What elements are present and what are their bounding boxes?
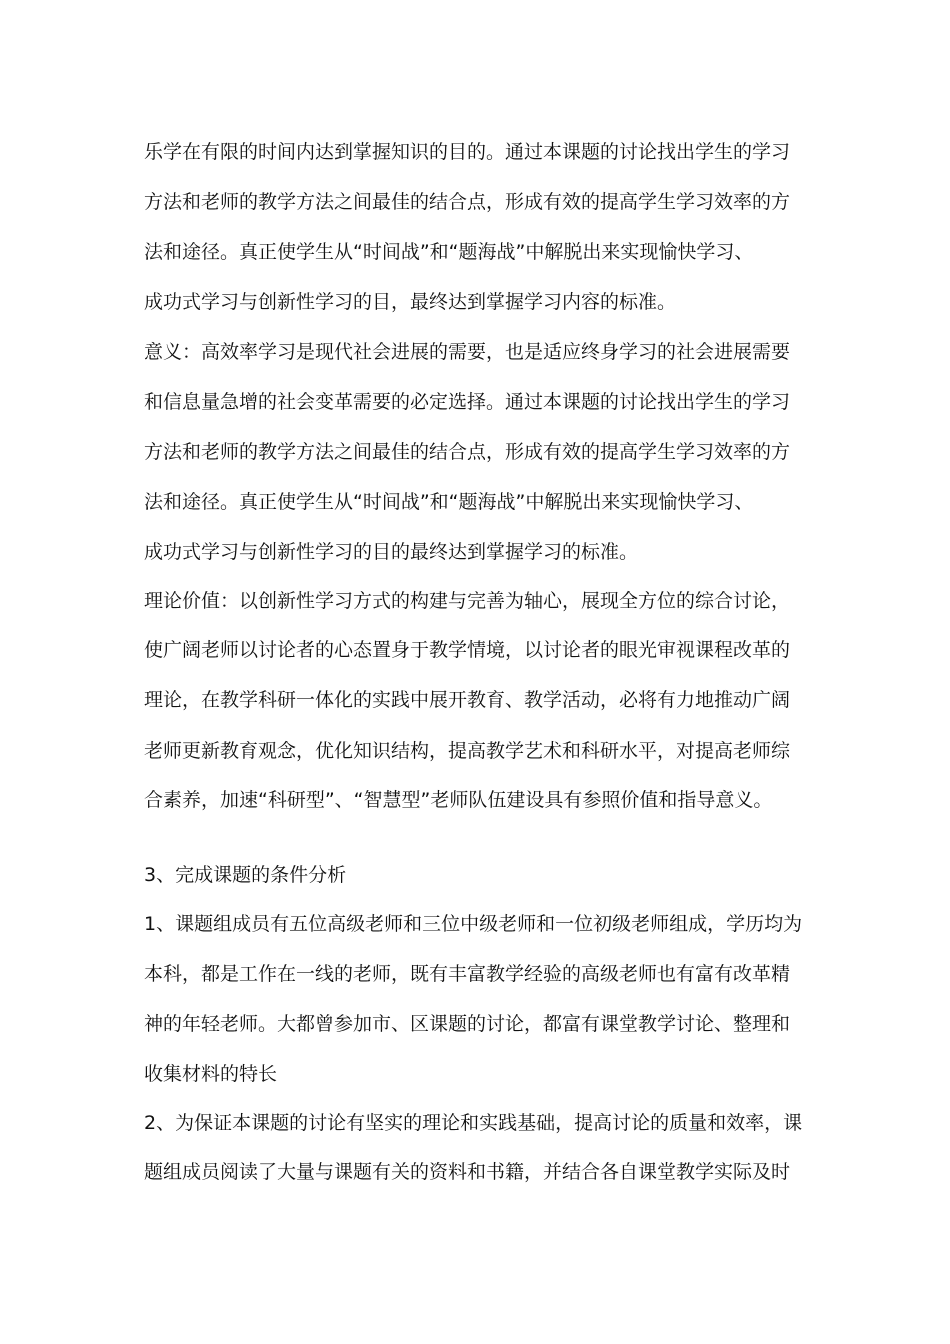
text-line: 2、为保证本课题的讨论有坚实的理论和实践基础，提高讨论的质量和效率，课	[144, 1112, 803, 1134]
text-line: 老师更新教育观念，优化知识结构，提高教学艺术和科研水平，对提高老师综	[144, 740, 791, 762]
text-line: 方法和老师的教学方法之间最佳的结合点，形成有效的提高学生学习效率的方	[144, 191, 791, 213]
text-line: 乐学在有限的时间内达到掌握知识的目的。通过本课题的讨论找出学生的学习	[144, 141, 791, 163]
text-line: 神的年轻老师。大都曾参加市、区课题的讨论，都富有课堂教学讨论、整理和	[144, 1013, 791, 1035]
text-line: 理论，在教学科研一体化的实践中展开教育、教学活动，必将有力地推动广阔	[144, 689, 791, 711]
text-line: 本科，都是工作在一线的老师，既有丰富教学经验的高级老师也有富有改革精	[144, 963, 791, 985]
text-line: 和信息量急增的社会变革需要的必定选择。通过本课题的讨论找出学生的学习	[144, 391, 791, 413]
text-line: 法和途径。真正使学生从“时间战”和“题海战”中解脱出来实现愉快学习、	[144, 241, 754, 263]
text-line: 成功式学习与创新性学习的目，最终达到掌握学习内容的标准。	[144, 291, 677, 313]
text-line: 法和途径。真正使学生从“时间战”和“题海战”中解脱出来实现愉快学习、	[144, 491, 754, 513]
text-line: 理论价值：以创新性学习方式的构建与完善为轴心，展现全方位的综合讨论，	[144, 590, 791, 612]
text-line: 题组成员阅读了大量与课题有关的资料和书籍，并结合各自课堂教学实际及时	[144, 1161, 791, 1183]
text-line: 1、课题组成员有五位高级老师和三位中级老师和一位初级老师组成，学历均为	[144, 913, 803, 935]
text-line: 方法和老师的教学方法之间最佳的结合点，形成有效的提高学生学习效率的方	[144, 441, 791, 463]
text-line: 合素养，加速“科研型”、“智慧型”老师队伍建设具有参照价值和指导意义。	[144, 789, 773, 811]
text-line: 成功式学习与创新性学习的目的最终达到掌握学习的标准。	[144, 541, 639, 563]
text-line: 使广阔老师以讨论者的心态置身于教学情境，以讨论者的眼光审视课程改革的	[144, 639, 791, 661]
section-heading: 3、完成课题的条件分析	[144, 864, 347, 886]
text-line: 意义：高效率学习是现代社会进展的需要，也是适应终身学习的社会进展需要	[144, 341, 791, 363]
text-line: 收集材料的特长	[144, 1063, 278, 1085]
